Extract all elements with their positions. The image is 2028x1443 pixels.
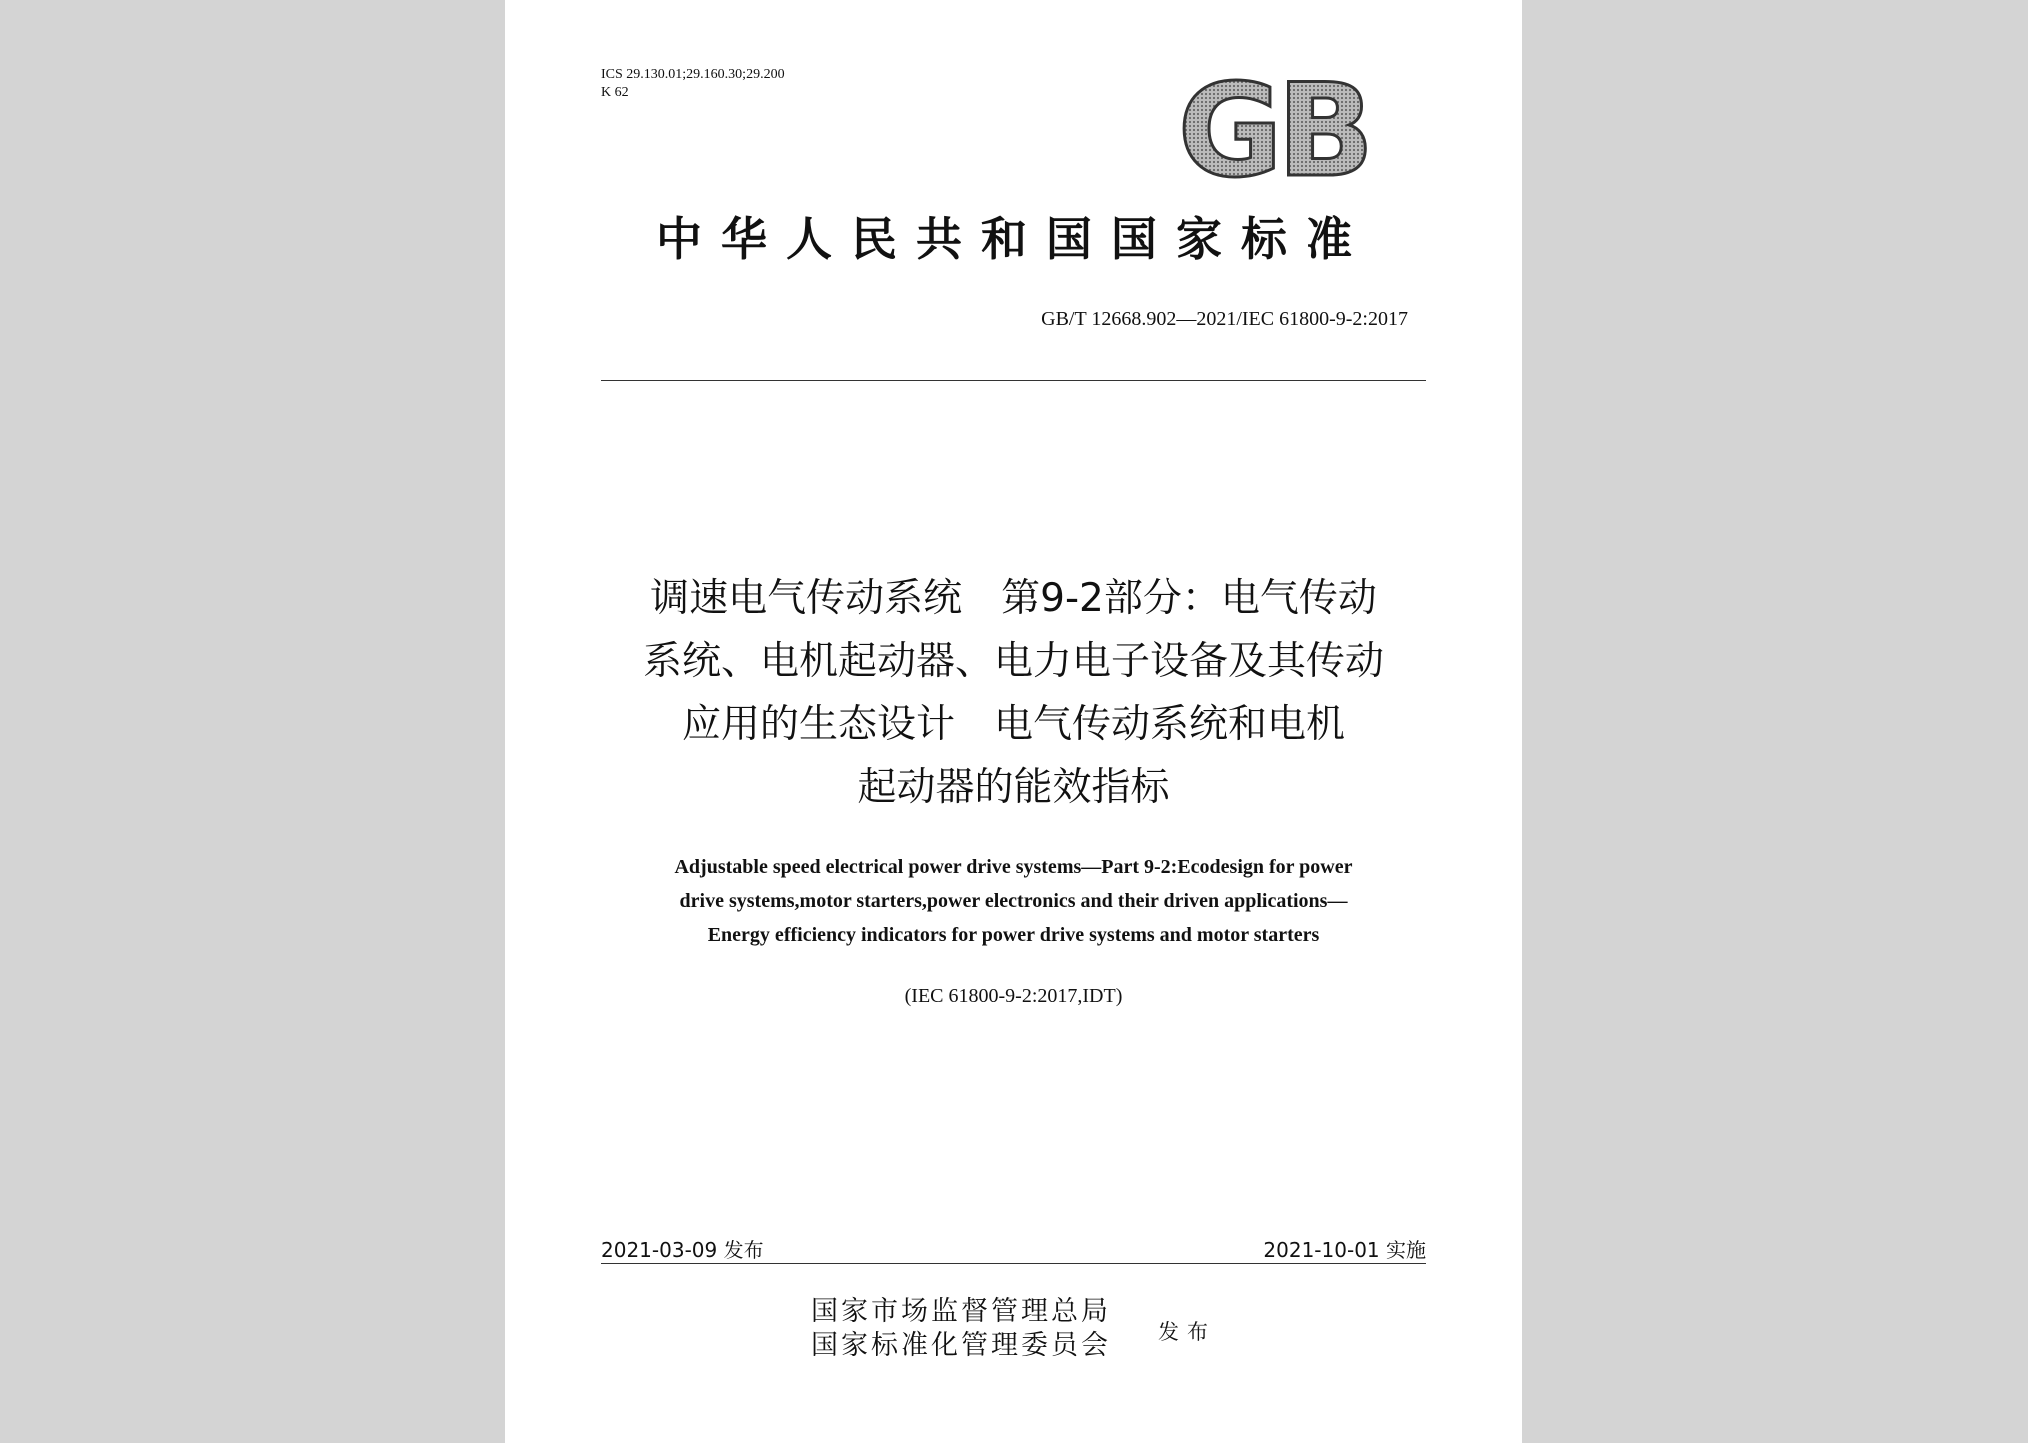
cn-title-line-1: 调速电气传动系统 第9-2部分：电气传动	[650, 576, 1377, 621]
cn-title-line-4: 起动器的能效指标	[857, 765, 1170, 810]
issuing-authorities	[811, 1295, 1111, 1363]
en-title-line-1: Adjustable speed electrical power drive systems—Part 9-2:Ecodesign for power	[674, 856, 1353, 878]
document-page	[505, 0, 1522, 1443]
en-title-line-2: drive systems,motor starters,power electronics and their driven applications—	[679, 890, 1348, 912]
en-title-line-3: Energy efficiency indicators for power drive systems and motor starters	[707, 924, 1320, 946]
issuer-sac: 国家标准化管理委员会	[811, 1330, 1111, 1361]
document-category-title: 中华人民共和国国家标准	[656, 212, 1371, 266]
publication-date: 2021-03-09 发布	[601, 1238, 764, 1262]
gb-logo	[1168, 72, 1378, 187]
implementation-date: 2021-10-01 实施	[1263, 1238, 1426, 1262]
standard-number: GB/T 12668.902—2021/IEC 61800-9-2:2017	[1041, 308, 1408, 330]
cn-title-line-2: 系统、电机起动器、电力电子设备及其传动	[642, 639, 1384, 684]
issuer-samr: 国家市场监督管理总局	[811, 1296, 1111, 1327]
cn-title-line-3: 应用的生态设计 电气传动系统和电机	[681, 702, 1345, 747]
ccs-code: K 62	[601, 85, 629, 100]
ics-code: ICS 29.130.01;29.160.30;29.200	[601, 67, 785, 82]
chinese-title	[601, 567, 1426, 819]
gb-logo-lettering: GB	[1177, 72, 1369, 187]
issued-label: 发布	[1158, 1320, 1216, 1344]
english-title	[601, 850, 1426, 952]
equivalence-note: (IEC 61800-9-2:2017,IDT)	[904, 985, 1123, 1007]
bottom-divider	[601, 1263, 1426, 1264]
classification-codes	[601, 66, 785, 102]
top-divider	[601, 380, 1426, 381]
